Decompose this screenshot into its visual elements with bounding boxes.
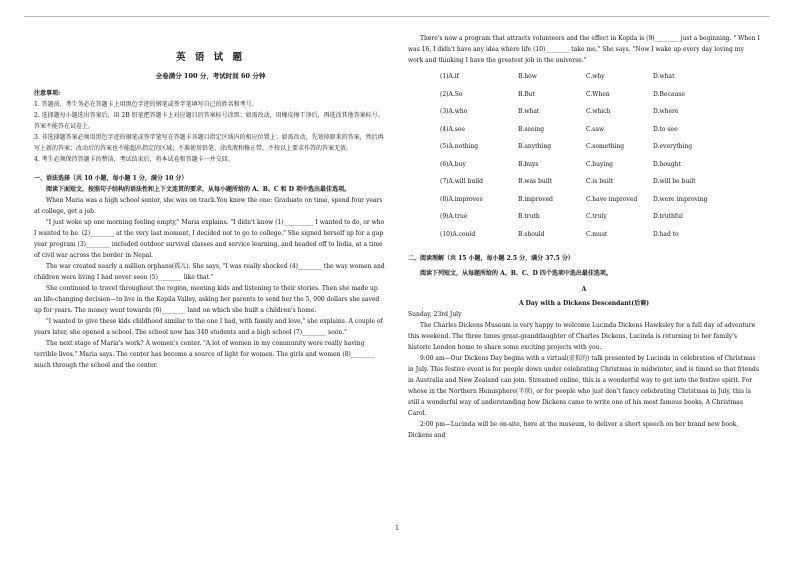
option: B.seeing — [518, 125, 545, 133]
note-item: 4. 考生必须保持答题卡的整洁，考试结束后，将本试卷和答题卡一并交回。 — [34, 156, 234, 163]
passage-paragraph: 2:00 pm—Lucinda will be on-site, here at the museum, to deliver a short speech on her brand new book, Dickens and — [408, 421, 739, 439]
option: (2)A.So — [440, 90, 463, 98]
option: C.which — [586, 108, 611, 115]
options-grid — [440, 68, 760, 243]
note-item: 1. 答题前，考生务必在答题卡上用黑色字迹的钢笔或签字笔填写自己的姓名和考号。 — [34, 101, 258, 108]
option: C.When — [586, 90, 610, 98]
option: (9)A.true — [440, 213, 468, 220]
option: B.buys — [518, 160, 539, 168]
option: (6)A.buy — [440, 160, 466, 168]
option: C.buying — [586, 160, 614, 168]
passage-paragraph: She continued to travel throughout the region, meeting kids and listening to their stories. Then she made up an life-changing decision—to live in the Kopila Valley, asking her parents to send her the 5, 000 dollars she saved up for years. The money went towards (6)________ land on which she built a children's home. — [34, 285, 380, 314]
option: D.Because — [653, 90, 685, 98]
option: B.truth — [518, 213, 540, 220]
option: B.what — [518, 108, 540, 115]
option: B.how — [518, 73, 537, 80]
option: B.But — [518, 90, 536, 98]
option: D.where — [653, 108, 679, 115]
page-subtitle: 全卷满分 100 分，考试时间 60 分钟 — [155, 72, 266, 80]
notes-heading: 注意事项: — [34, 90, 61, 97]
option: (5)A.nothing — [440, 143, 479, 150]
option: D.were improving — [653, 195, 708, 203]
passage-label: A — [581, 286, 587, 293]
option: C.must — [586, 230, 608, 238]
passage-date: Sunday, 23rd July — [408, 311, 462, 318]
left-column — [34, 20, 387, 371]
option: B.anything — [518, 143, 552, 150]
option: (8)A.improves — [440, 195, 483, 203]
top-rule — [24, 16, 770, 17]
option: B.should — [518, 230, 545, 238]
passage-paragraph: "I just woke up one morning feeling empty," Maria explains. "I didn't know (1)__________ I wanted to do, or who I wanted to be. (2)________ at the very last moment, I decided not to go to college." She signed herself up for a gap year program (3)________ included outdoor survival classes and service learning, and headed off to India, at a time of civil war across the border in Nepal. — [34, 219, 385, 259]
option: (4)A.see — [440, 125, 465, 133]
option: D.had to — [653, 230, 679, 238]
passage-paragraph: "I wanted to give these kids childhood similar to the one I had, with family and love," she explains. A couple of years later, she opened a school. The school now has 340 students and a high school (7)________ soon." — [34, 318, 383, 336]
option: C.something — [586, 143, 625, 150]
right-column — [408, 20, 760, 441]
option: D.what — [653, 73, 675, 80]
option: C.saw — [586, 125, 605, 133]
option: D.everything — [653, 143, 693, 150]
option: (7)A.will build — [440, 178, 483, 185]
option: C.truly — [586, 213, 607, 220]
option: D.will be built — [653, 178, 696, 185]
option: C.is built — [586, 178, 614, 185]
option: C.why — [586, 73, 605, 80]
option: B.was built — [518, 178, 552, 185]
passage-paragraph: The next stage of Maria's work? A women's center. "A lot of women in my community were really having terrible lives." Maria says. The center has become a source of light for women. The girls and women (8)________ much through the school and the center. — [34, 340, 375, 369]
option: (10)A.could — [440, 230, 476, 238]
passage-paragraph: The Charles Dickens Museum is very happy to welcome Lucinda Dickens Hawksley for a full day of adventure this weekend. The three times great-granddaughter of Charles Dickens, Lucinda is returning to her family's historic London home to share some exciting projects with you. — [408, 322, 756, 351]
option: D.to see — [653, 125, 678, 133]
note-item: 2. 选择题每小题选出答案后，用 2B 铅笔把答题卡上对应题目的答案标号涂黑；如需改动，用橡皮擦干净后，再选涂其他答案标号。答案不能答在试卷上。 — [34, 112, 384, 130]
note-item: 3. 非选择题答案必须用黑色字迹的钢笔或签字笔写在答题卡各题目指定区域内的相应位置上；如需改动，先划掉原来的答案，然后再写上新的答案；改动后的答案也不能超出指定的区域；不准使用铅笔、涂改液和修正带。不按以上要求作答的答案无效。 — [34, 134, 384, 152]
option: C.have improved — [586, 195, 638, 203]
option: (3)A.who — [440, 108, 468, 115]
passage-title: A Day with a Dickens Descendant(后裔) — [518, 300, 650, 307]
passage-paragraph: 9:00 am—Our Dickens Day begins with a virtual(虚拟的) talk presented by Lucinda in celebration of Christmas in July. This festive event is for people down under celebrating Christmas in midwinter, and is timed so that friends in Australia and New Zealand can join. Streamed online, this is a wonderful way to get into the festive spirit. For whose in the Northern Hemisphere(半球), or for people who just don't fancy celebrating Christmas in July, this is still a wonderful way of understanding how Dickens came to write one of his most famous books, A Christmas Carol. — [408, 355, 759, 417]
passage-paragraph: The war created nearly a million orphans(孤儿). She says, "I was really shocked (4)________ the way women and children were living I had never seen (5)________ like that." — [34, 263, 385, 281]
passage-paragraph: When Maria was a high school senior, she was on track.You know the one: Graduate on time, spend four years at college, get a job. — [34, 197, 383, 215]
page-number: 1 — [395, 525, 399, 532]
option: D.truthful — [653, 213, 683, 220]
section2-heading: 二、阅读理解（共 15 小题，每小题 2.5 分，满分 37.5 分） — [408, 255, 574, 262]
page-title: 英 语 试 题 — [176, 52, 245, 63]
section1-heading: 一、语法选择（共 10 小题，每小题 1 分，满分 10 分） — [34, 175, 188, 182]
section1-instruction: 阅读下面短文，按照句子结构的语法性和上下文连贯的要求，从每小题所给的 A、B、C 和 D 项中选出最佳选项。 — [46, 186, 351, 193]
passage-paragraph: There's now a program that attracts volunteers and the effect in Kopila is (9)________ just a beginning. " When I was 16, I didn't have any idea where life (10)________ take me." She says. "Now I wake up every day loving my work and thinking I have the greatest job in the universe." — [408, 35, 760, 64]
option: (1)A.if — [440, 73, 459, 80]
option: B.improved — [518, 195, 554, 203]
section2-instruction: 阅读下列短文，从每题所给的 A、B、C、D 四个选项中选出最佳选项。 — [420, 270, 612, 277]
option: D.bought — [653, 160, 681, 168]
